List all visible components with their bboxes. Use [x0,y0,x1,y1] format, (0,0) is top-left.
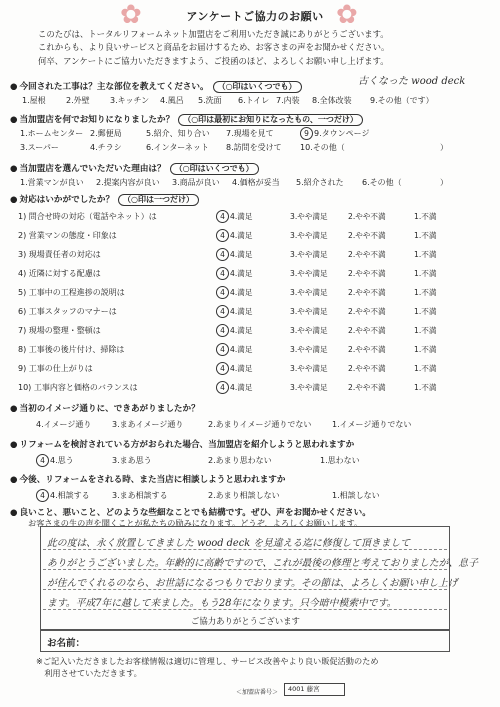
q2-option-1[interactable]: 1.ホームセンター [20,129,84,138]
q4-row-2-scale-1[interactable]: 1.不満 [414,231,437,240]
q4-row-6-answer[interactable]: 4 4.満足 [216,305,252,318]
q1-option-5[interactable]: 5.洗面 [198,96,222,105]
privacy-note: ※ご記入いただきましたお客様情報は適切に管理し、サービス改善やより良い販促活動のため 利用させていただきます。 [36,656,379,678]
q7-option-2[interactable]: 2.あまり相談しない [208,491,280,500]
q6-question: ● リフォームを検討されている方がおられた場合、当加盟店を紹介しようと思われますか [10,440,355,450]
q4-row-5-answer[interactable]: 4 4.満足 [216,286,252,299]
q4-row-10-answer[interactable]: 4 4.満足 [216,381,252,394]
q4-row-4-scale-3[interactable]: 3.やや満足 [290,269,328,278]
q1-option-9[interactable]: 9.その他（です） [370,96,434,105]
q2-question: ● 当加盟店を何でお知りになりましたか？ （○印は最初にお知りになったもの、一つだけ） [10,113,363,126]
q2-option-3[interactable]: 3.スーパー [20,143,59,152]
q3-option-4[interactable]: 4.価格が妥当 [232,178,280,187]
q1-option-7[interactable]: 7.内装 [276,96,300,105]
comment-line: ありがとうございました。年齢的に高齢ですので、これが最後の修理と考えておりましたが、息子 [47,558,478,569]
q2-option-8[interactable]: 8.訪問を受けて [226,143,282,152]
q4-row-4-scale-1[interactable]: 1.不満 [414,269,437,278]
q2-option-10[interactable]: 10.その他（ [300,143,345,152]
q4-row-4-answer[interactable]: 4 4.満足 [216,267,252,280]
q4-row-10-scale-3[interactable]: 3.やや満足 [290,383,328,392]
q4-row-3-scale-1[interactable]: 1.不満 [414,250,437,259]
q4-row-10-scale-1[interactable]: 1.不満 [414,383,437,392]
q4-row-8-answer[interactable]: 4 4.満足 [216,343,252,356]
q2-option-7[interactable]: 7.現場を見て [226,129,274,138]
q3-option-3[interactable]: 3.商品が良い [172,178,220,187]
q2-option-4[interactable]: 4.チラシ [90,143,122,152]
q4-row-2-answer[interactable]: 4 4.満足 [216,229,252,242]
q4-row-7-scale-2[interactable]: 2.やや不満 [348,326,386,335]
q4-row-3-scale-3[interactable]: 3.やや満足 [290,250,328,259]
q4-row-8-scale-2[interactable]: 2.やや不満 [348,345,386,354]
q4-row-label: 5) 工事中の工程進捗の説明は [18,288,125,297]
q3-question: ● 当加盟店を選んでいただいた理由は？ （○印はいくつでも） [10,162,259,175]
q1-option-6[interactable]: 6.トイレ [238,96,270,105]
q4-row-9-scale-2[interactable]: 2.やや不満 [348,364,386,373]
q5-option-2[interactable]: 2.あまりイメージ通りでない [208,420,312,429]
q4-row-1-scale-2[interactable]: 2.やや不満 [348,212,386,221]
q4-row-6-scale-3[interactable]: 3.やや満足 [290,307,328,316]
q4-row-label: 1) 問合せ時の対応（電話やネット）は [18,212,157,221]
q4-row-8-scale-3[interactable]: 3.やや満足 [290,345,328,354]
q3-badge: （○印はいくつでも） [170,163,259,175]
survey-intro: このたびは、トータルリフォームネット加盟店をご利用いただき誠にありがとうございます。 これからも、より良いサービスと商品をお届けするため、お客さまの声をお聞かせください。 何卒、アンケートにご協力いただきますよう、ご投函のほど、よろしくお願い申し上げます。 [38,29,390,66]
q2-badge: （○印は最初にお知りになったもの、一つだけ） [178,114,363,126]
comment-box[interactable] [40,526,478,630]
q4-row-label: 2) 営業マンの態度・印象は [18,231,117,240]
q4-row-9-scale-1[interactable]: 1.不満 [414,364,437,373]
q4-row-2-scale-2[interactable]: 2.やや不満 [348,231,386,240]
name-label: お名前： [47,638,86,649]
store-number-label: ＜加盟店番号＞ [236,689,279,696]
q1-handwritten-note: 古くなった wood deck [358,76,466,87]
q4-row-1-scale-1[interactable]: 1.不満 [414,212,437,221]
q4-row-5-scale-3[interactable]: 3.やや満足 [290,288,328,297]
q4-row-8-scale-1[interactable]: 1.不満 [414,345,437,354]
q1-option-8[interactable]: 8.全体改装 [312,96,352,105]
survey-title: アンケートご協力のお願い [186,10,324,23]
q1-option-4[interactable]: 4.風呂 [160,96,184,105]
q4-row-5-scale-2[interactable]: 2.やや不満 [348,288,386,297]
q1-badge: （○印はいくつでも） [213,81,302,93]
comment-line: ます。平成7年に越して来ました。もう28年になります。只今暗中模索中です。 [47,598,397,609]
q4-row-label: 3) 現場責任者の対応は [18,250,101,259]
q4-row-6-scale-2[interactable]: 2.やや不満 [348,307,386,316]
q2-option-5[interactable]: 5.紹介、知り合い [146,129,210,138]
flower-icon-left: ✿ [120,0,142,30]
q6-option-4[interactable]: 4 4.思う [36,454,74,467]
q8-note: お客さまの生の声を聞くことが私たちの励みになります。どうぞ、よろしくお願いします。 [28,518,363,528]
q4-row-5-scale-1[interactable]: 1.不満 [414,288,437,297]
q4-row-label: 9) 工事の仕上がりは [18,364,93,373]
q7-option-3[interactable]: 3.まあ相談する [112,491,168,500]
q3-option-5[interactable]: 5.紹介された [296,178,344,187]
q3-option-6-close: ） [440,178,448,187]
q7-option-4[interactable]: 4 4.相談する [36,489,90,502]
thanks-text: ご協力ありがとうございます [191,616,300,626]
q4-row-label: 6) 工事スタッフのマナーは [18,307,117,316]
q8-question: ● 良いこと、悪いこと、どのような些細なことでも結構です。ぜひ、声をお聞かせください。 [10,508,371,518]
q4-row-7-answer[interactable]: 4 4.満足 [216,324,252,337]
q6-option-1[interactable]: 1.思わない [320,456,360,465]
q6-option-2[interactable]: 2.あまり思わない [208,456,272,465]
q4-row-label: 7) 現場の整理・整頓は [18,326,101,335]
q5-question: ● 当初のイメージ通りに、できあがりましたか？ [10,404,200,414]
q4-row-label: 8) 工事後の後片付け、掃除は [18,345,125,354]
q4-row-label: 4) 近隣に対する配慮は [18,269,101,278]
q4-row-9-scale-3[interactable]: 3.やや満足 [290,364,328,373]
q4-row-2-scale-3[interactable]: 3.やや満足 [290,231,328,240]
q4-row-4-scale-2[interactable]: 2.やや不満 [348,269,386,278]
comment-line: 此の度は、永く放置してきました wood deck を見違える迄に修復して頂きまして [47,538,410,549]
name-field[interactable] [40,630,450,652]
q5-option-3[interactable]: 3.まあイメージ通り [112,420,184,429]
q5-option-1[interactable]: 1.イメージ通りでない [332,420,412,429]
q1-option-2[interactable]: 2.外壁 [66,96,90,105]
q4-row-6-scale-1[interactable]: 1.不満 [414,307,437,316]
q3-option-2[interactable]: 2.提案内容が良い [96,178,160,187]
q2-option-9[interactable]: 9 9.タウンページ [300,127,369,140]
q4-row-9-answer[interactable]: 4 4.満足 [216,362,252,375]
q2-option-2[interactable]: 2.郵便局 [90,129,122,138]
q1-option-1[interactable]: 1.屋根 [22,96,46,105]
q4-row-1-answer[interactable]: 4 4.満足 [216,210,252,223]
q1-option-3[interactable]: 3.キッチン [110,96,150,105]
q7-option-1[interactable]: 1.相談しない [332,491,380,500]
q4-row-7-scale-3[interactable]: 3.やや満足 [290,326,328,335]
comment-line: が住んでくれるのなら、お世話になるつもりでおります。その節は、よろしくお願い申し上げ [47,578,458,589]
q6-option-3[interactable]: 3.まあ思う [112,456,152,465]
q2-selected-mark: 9 [300,127,313,140]
q7-question: ● 今後、リフォームをされる時、また当店に相談しようと思われますか [10,475,286,485]
q4-row-3-answer[interactable]: 4 4.満足 [216,248,252,261]
q4-row-7-scale-1[interactable]: 1.不満 [414,326,437,335]
q4-row-10-scale-2[interactable]: 2.やや不満 [348,383,386,392]
q4-row-label: 10) 工事内容と価格のバランスは [18,383,138,392]
q4-row-3-scale-2[interactable]: 2.やや不満 [348,250,386,259]
q2-option-10-close: ） [440,143,448,152]
flower-icon-right: ✿ [336,0,358,30]
store-number-value: 4001 藤宮 [284,683,345,696]
q1-question: ● 今回された工事は？主な部位を教えてください。 （○印はいくつでも） [10,80,302,93]
q4-badge: （○印は一つだけ） [118,194,199,206]
q4-question: ● 対応はいかがでしたか？ （○印は一つだけ） [10,193,199,206]
q3-option-1[interactable]: 1.営業マンが良い [20,178,84,187]
q4-row-1-scale-3[interactable]: 3.やや満足 [290,212,328,221]
q3-option-6[interactable]: 6.その他（ [362,178,402,187]
q5-option-4[interactable]: 4.イメージ通り [36,420,92,429]
q2-option-6[interactable]: 6.インターネット [146,143,209,152]
